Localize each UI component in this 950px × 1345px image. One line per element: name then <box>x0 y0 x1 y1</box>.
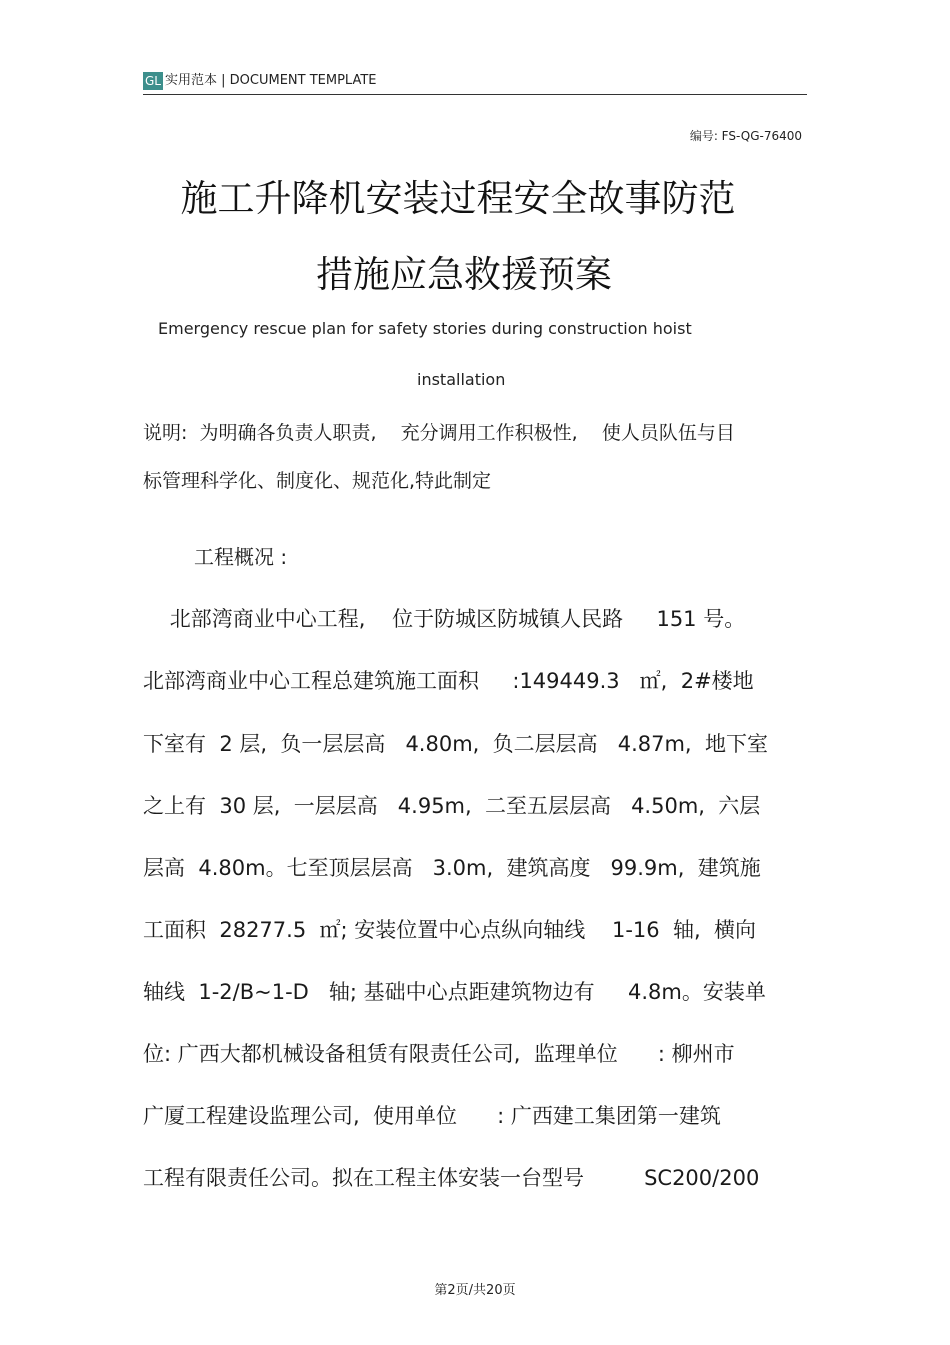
body-line: 轴线 1-2/B~1-D 轴; 基础中心点距建筑物边有 4.8m。安装单 <box>143 980 766 1004</box>
document-header <box>143 70 807 95</box>
document-number: 编号: FS-QG-76400 <box>689 129 802 143</box>
title-cn-line1: 施工升降机安装过程安全故事防范 <box>180 177 736 220</box>
note-line1: 说明: 为明确各负责人职责, 充分调用工作积极性, 使人员队伍与目 <box>143 422 735 444</box>
title-en-line2: installation <box>417 370 506 389</box>
title-cn-line2: 措施应急救援预案 <box>316 253 612 296</box>
header-text: 实用范本 | DOCUMENT TEMPLATE <box>165 73 377 88</box>
body-line: 广厦工程建设监理公司, 使用单位 : 广西建工集团第一建筑 <box>143 1104 721 1128</box>
body-line: 北部湾商业中心工程, 位于防城区防城镇人民路 151 号。 <box>143 607 746 631</box>
body-line: 工面积 28277.5 ㎡; 安装位置中心点纵向轴线 1-16 轴, 横向 <box>143 918 757 942</box>
title-en-line1: Emergency rescue plan for safety stories during construction hoist <box>158 319 692 338</box>
section-heading: 工程概况 : <box>194 545 288 569</box>
body-line: 北部湾商业中心工程总建筑施工面积 :149449.3 ㎡, 2#楼地 <box>143 669 754 693</box>
body-line: 工程有限责任公司。拟在工程主体安装一台型号 SC200/200 <box>143 1166 760 1190</box>
logo-badge: GL <box>143 72 163 90</box>
note-line2: 标管理科学化、制度化、规范化,特此制定 <box>143 470 492 492</box>
body-line: 之上有 30 层, 一层层高 4.95m, 二至五层层高 4.50m, 六层 <box>143 794 761 818</box>
page-footer: 第2页/共20页 <box>434 1283 516 1298</box>
body-line: 层高 4.80m。七至顶层层高 3.0m, 建筑高度 99.9m, 建筑施 <box>143 856 761 880</box>
body-line: 位: 广西大都机械设备租赁有限责任公司, 监理单位 : 柳州市 <box>143 1042 735 1066</box>
body-line: 下室有 2 层, 负一层层高 4.80m, 负二层层高 4.87m, 地下室 <box>143 732 768 756</box>
